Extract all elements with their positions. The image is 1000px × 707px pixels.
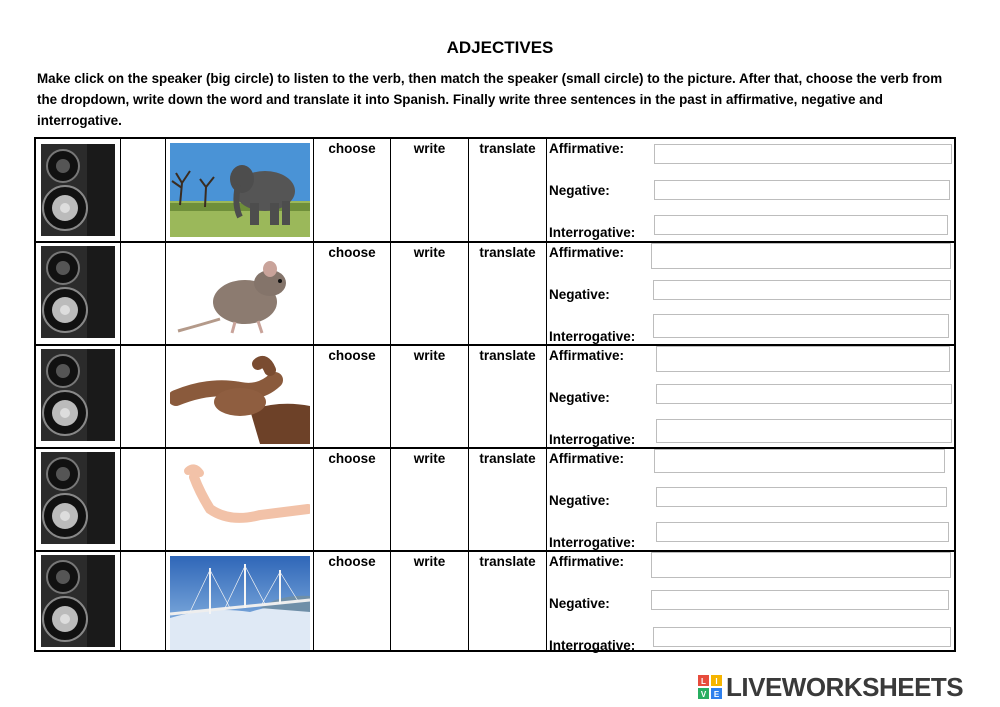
translate-label: translate (479, 245, 536, 260)
interrogative-label: Interrogative: (549, 432, 636, 447)
interrogative-input[interactable] (656, 419, 952, 443)
affirmative-input[interactable] (654, 449, 945, 473)
negative-input[interactable] (653, 280, 951, 300)
write-label: write (413, 141, 446, 156)
affirmative-label: Affirmative: (549, 141, 625, 156)
svg-text:V: V (700, 690, 707, 699)
choose-cell[interactable] (314, 243, 391, 344)
choose-label: choose (328, 348, 376, 363)
svg-text:L: L (701, 677, 706, 686)
interrogative-label: Interrogative: (549, 225, 636, 240)
choose-cell[interactable] (314, 552, 391, 652)
table-row (36, 344, 954, 447)
picture-cell (166, 243, 314, 344)
negative-input[interactable] (656, 487, 947, 507)
elephant-picture (170, 143, 310, 237)
thin-arm-picture (170, 453, 310, 547)
choose-label: choose (328, 141, 376, 156)
affirmative-input[interactable] (651, 552, 951, 578)
picture-cell (166, 346, 314, 447)
affirmative-label: Affirmative: (549, 245, 625, 260)
sentences-cell (547, 346, 954, 447)
write-cell[interactable] (391, 139, 469, 242)
table-row (36, 139, 954, 242)
write-cell[interactable] (391, 346, 469, 447)
negative-label: Negative: (549, 596, 610, 611)
speaker-icon[interactable] (41, 452, 115, 544)
liveworksheets-logo-icon (698, 675, 722, 699)
match-cell[interactable] (121, 346, 166, 447)
write-cell[interactable] (391, 552, 469, 652)
match-cell[interactable] (121, 449, 166, 550)
interrogative-input[interactable] (653, 627, 951, 647)
logo-text: LIVEWORKSHEETS (726, 671, 964, 702)
picture-cell (166, 552, 314, 652)
choose-cell[interactable] (314, 449, 391, 550)
table-row (36, 550, 954, 652)
speaker-icon[interactable] (41, 349, 115, 441)
negative-input[interactable] (654, 180, 950, 200)
interrogative-input[interactable] (653, 314, 949, 338)
translate-cell[interactable] (469, 552, 547, 652)
svg-text:I: I (715, 677, 718, 686)
interrogative-label: Interrogative: (549, 638, 636, 653)
translate-cell[interactable] (469, 449, 547, 550)
sentences-cell (547, 552, 954, 652)
rat-picture (170, 247, 310, 341)
bridge-picture (170, 556, 310, 650)
negative-label: Negative: (549, 493, 610, 508)
svg-text:E: E (713, 690, 720, 699)
affirmative-label: Affirmative: (549, 554, 625, 569)
sentences-cell (547, 139, 954, 242)
table-row (36, 241, 954, 344)
negative-label: Negative: (549, 287, 610, 302)
muscular-arm-picture (170, 350, 310, 444)
choose-cell[interactable] (314, 139, 391, 242)
write-cell[interactable] (391, 449, 469, 550)
speaker-cell (36, 346, 121, 447)
translate-label: translate (479, 141, 536, 156)
write-label: write (413, 554, 446, 569)
speaker-icon[interactable] (41, 144, 115, 236)
speaker-cell (36, 139, 121, 242)
speaker-cell (36, 552, 121, 652)
choose-label: choose (328, 451, 376, 466)
liveworksheets-logo (698, 671, 964, 702)
affirmative-label: Affirmative: (549, 451, 625, 466)
match-cell[interactable] (121, 139, 166, 242)
worksheet-table (34, 137, 956, 652)
choose-label: choose (328, 245, 376, 260)
picture-cell (166, 449, 314, 550)
negative-input[interactable] (651, 590, 949, 610)
match-cell[interactable] (121, 552, 166, 652)
write-label: write (413, 451, 446, 466)
affirmative-input[interactable] (654, 144, 952, 164)
match-cell[interactable] (121, 243, 166, 344)
write-cell[interactable] (391, 243, 469, 344)
sentences-cell (547, 243, 954, 344)
negative-label: Negative: (549, 390, 610, 405)
table-row (36, 447, 954, 550)
write-label: write (413, 245, 446, 260)
negative-label: Negative: (549, 183, 610, 198)
sentences-cell (547, 449, 954, 550)
write-label: write (413, 348, 446, 363)
interrogative-input[interactable] (656, 522, 949, 542)
speaker-icon[interactable] (41, 555, 115, 647)
translate-label: translate (479, 451, 536, 466)
speaker-cell (36, 449, 121, 550)
interrogative-label: Interrogative: (549, 535, 636, 550)
choose-cell[interactable] (314, 346, 391, 447)
translate-label: translate (479, 554, 536, 569)
translate-cell[interactable] (469, 139, 547, 242)
speaker-cell (36, 243, 121, 344)
affirmative-input[interactable] (656, 346, 950, 372)
interrogative-input[interactable] (654, 215, 948, 235)
speaker-icon[interactable] (41, 246, 115, 338)
instructions: Make click on the speaker (big circle) to listen to the verb, then match the speaker (small circle) to the picture. After that, choose the verb from the dropdown, write down the word and translate it into Spanish. Finally write three sentences in the past in affirmative, negative and interrogative. (37, 71, 943, 128)
translate-label: translate (479, 348, 536, 363)
picture-cell (166, 139, 314, 242)
affirmative-input[interactable] (651, 243, 951, 269)
page-title: ADJECTIVES (446, 38, 554, 57)
translate-cell[interactable] (469, 243, 547, 344)
interrogative-label: Interrogative: (549, 329, 636, 344)
affirmative-label: Affirmative: (549, 348, 625, 363)
negative-input[interactable] (656, 384, 952, 404)
choose-label: choose (328, 554, 376, 569)
translate-cell[interactable] (469, 346, 547, 447)
